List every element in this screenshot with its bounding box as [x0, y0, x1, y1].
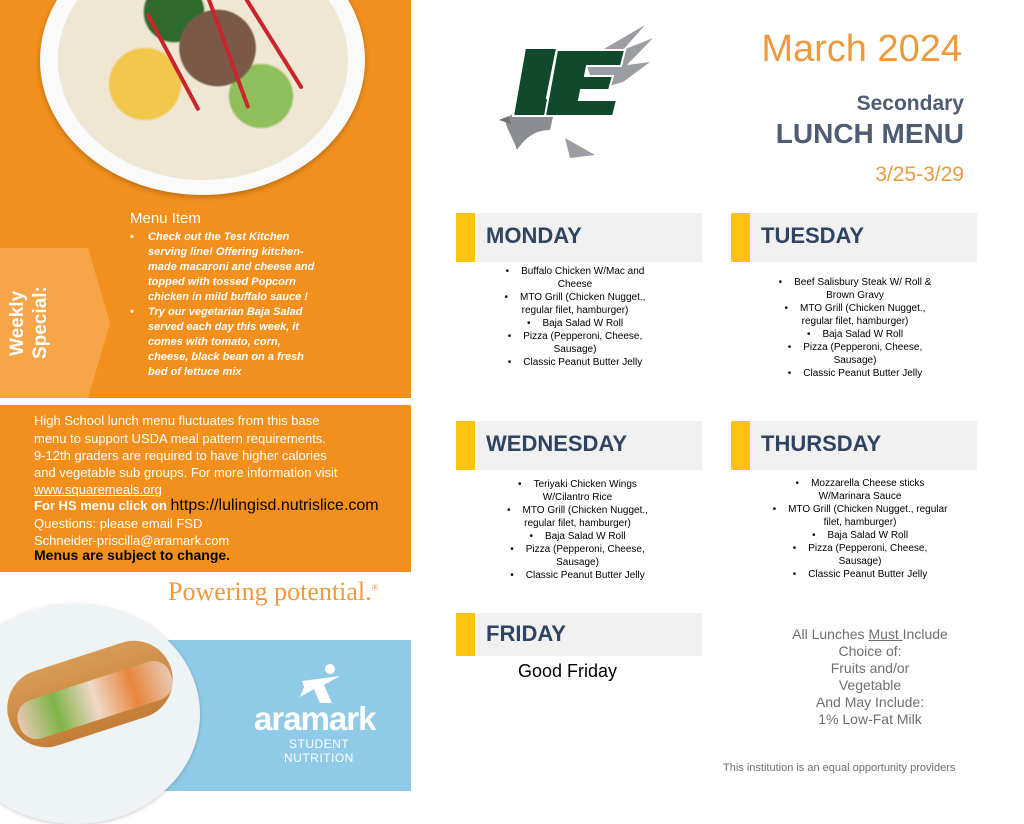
special-item: • Check out the Test Kitchen serving line! Offering kitchen-made macaroni and cheese and topped with tossed Popcorn chicken in mild buffalo sauce ! [128, 230, 323, 305]
list-item: • Baja Salad W Roll [529, 531, 626, 542]
questions-line: Questions: please email FSD [34, 516, 203, 531]
list-item: • Beef Salisbury Steak W/ Roll & Brown Gravy [778, 277, 932, 301]
list-item: • Mozzarella Cheese sticks W/Marinara Sauce [795, 478, 925, 502]
day-accent-bar [731, 421, 750, 470]
secondary-label: Secondary [856, 92, 964, 115]
note-text: Include [902, 626, 948, 642]
tuesday-header [731, 213, 977, 262]
info-line: High School lunch menu fluctuates from this base [34, 413, 320, 428]
friday-note: Good Friday [518, 661, 618, 681]
note-line: And May Include: [815, 694, 925, 710]
menu-item-text: Classic Peanut Butter Jelly [523, 357, 643, 368]
menu-item-text: Buffalo Chicken W/Mac and Cheese [521, 266, 645, 290]
menu-item-text: Baja Salad W Roll [822, 329, 904, 340]
school-eagle-le-logo [495, 20, 655, 165]
day-accent-bar [731, 213, 750, 262]
weekly-label-line1: Weekly [7, 290, 28, 356]
student-label: STUDENT [289, 737, 350, 751]
menu-item-heading: Menu Item [130, 210, 201, 227]
menu-item-text: Pizza (Pepperoni, Cheese, Sausage) [525, 544, 645, 568]
menu-item-text: Pizza (Pepperoni, Cheese, Sausage) [803, 342, 923, 366]
thursday-menu-list [765, 477, 955, 581]
menu-item-text: Beef Salisbury Steak W/ Roll & Brown Gravy [794, 277, 932, 301]
list-item: • Classic Peanut Butter Jelly [787, 368, 923, 379]
list-item: • Pizza (Pepperoni, Cheese, Sausage) [507, 331, 643, 355]
menu-item-text: Classic Peanut Butter Jelly [525, 570, 645, 581]
special-item: • Try our vegetarian Baja Salad served each day this week, it comes with tomato, corn, cheese, black bean on a fresh bed of lettuce mix [128, 305, 323, 380]
thursday-header [731, 421, 977, 470]
note-line: Choice of: [838, 643, 902, 659]
menu-item-text: Classic Peanut Butter Jelly [803, 368, 923, 379]
list-item: • Pizza (Pepperoni, Cheese, Sausage) [510, 544, 645, 568]
lunch-menu-title: LUNCH MENU [775, 118, 964, 149]
info-line: 9-12th graders are required to have higher calories [34, 448, 327, 463]
day-accent-bar [456, 213, 475, 262]
registered-mark: ® [371, 582, 379, 593]
menu-item-text: MTO Grill (Chicken Nugget., regular filet, hamburger) [800, 303, 926, 327]
note-must-text: Must [868, 626, 903, 642]
list-item: • Teriyaki Chicken Wings W/Cilantro Rice [518, 479, 637, 503]
list-item: • Buffalo Chicken W/Mac and Cheese [505, 266, 645, 290]
change-note: Menus are subject to change. [34, 547, 231, 563]
menu-item-text: Pizza (Pepperoni, Cheese, Sausage) [523, 331, 643, 355]
menu-item-text: MTO Grill (Chicken Nugget., regular filet, hamburger) [522, 505, 648, 529]
day-accent-bar [456, 613, 475, 656]
list-item: • MTO Grill (Chicken Nugget., regular filet, hamburger) [772, 504, 948, 528]
hs-menu-row [34, 497, 379, 515]
list-item: • Baja Salad W Roll [806, 329, 904, 340]
info-panel [0, 405, 411, 572]
squaremeals-link[interactable]: www.squaremeals.org [34, 482, 162, 497]
month-title: March 2024 [761, 28, 962, 70]
powering-potential-tagline [168, 577, 378, 607]
list-item: • Baja Salad W Roll [811, 530, 909, 541]
squaremeals-link-row [34, 482, 162, 497]
list-item: • MTO Grill (Chicken Nugget., regular filet, hamburger) [507, 505, 648, 529]
day-name: TUESDAY [761, 223, 865, 248]
nutrislice-link[interactable]: https://lulingisd.nutrislice.com [170, 497, 379, 514]
wednesday-menu-list [490, 478, 665, 582]
monday-menu-list [490, 265, 660, 369]
menu-item-text: Baja Salad W Roll [827, 530, 909, 541]
list-item: • MTO Grill (Chicken Nugget., regular filet, hamburger) [504, 292, 646, 316]
tagline-text: Powering potential. [168, 577, 372, 606]
day-name: FRIDAY [486, 621, 566, 646]
menu-item-text: Baja Salad W Roll [544, 531, 626, 542]
day-name: THURSDAY [761, 431, 882, 456]
email-line[interactable]: Schneider-priscilla@aramark.com [34, 533, 230, 548]
nutrition-label: NUTRITION [284, 751, 354, 765]
day-name: MONDAY [486, 223, 582, 248]
weekly-special-label [6, 262, 96, 384]
list-item: • MTO Grill (Chicken Nugget., regular filet, hamburger) [784, 303, 926, 327]
day-accent-bar [456, 421, 475, 470]
monday-header [456, 213, 702, 262]
lunch-requirements-note [740, 626, 1000, 728]
menu-item-text: Mozzarella Cheese sticks W/Marinara Sauce [811, 478, 925, 502]
menu-item-text: MTO Grill (Chicken Nugget., regular filet, hamburger) [788, 504, 948, 528]
list-item: • Classic Peanut Butter Jelly [792, 569, 928, 580]
menu-item-text: Teriyaki Chicken Wings W/Cilantro Rice [533, 479, 637, 503]
weekly-label-line2: Special: [30, 286, 51, 360]
date-range: 3/25-3/29 [875, 163, 964, 186]
aramark-wordmark: aramark [254, 700, 376, 737]
note-line: Fruits and/or [830, 660, 910, 676]
weekly-special-list [128, 230, 323, 380]
list-item: • Classic Peanut Butter Jelly [507, 357, 643, 368]
info-line: and vegetable sub groups. For more information visit [34, 465, 338, 480]
list-item: • Baja Salad W Roll [526, 318, 624, 329]
equal-opportunity-footer: This institution is an equal opportunity providers [723, 762, 956, 774]
menu-item-text: Pizza (Pepperoni, Cheese, Sausage) [808, 543, 928, 567]
hs-menu-prefix: For HS menu click on [34, 498, 171, 513]
menu-item-text: Baja Salad W Roll [542, 318, 624, 329]
friday-header [456, 613, 702, 656]
menu-item-text: MTO Grill (Chicken Nugget., regular filet, hamburger) [520, 292, 646, 316]
day-name: WEDNESDAY [486, 431, 627, 456]
note-line [740, 626, 1000, 643]
note-text: All Lunches [792, 626, 869, 642]
note-line: 1% Low-Fat Milk [818, 711, 922, 727]
menu-item-text: Classic Peanut Butter Jelly [808, 569, 928, 580]
list-item: • Classic Peanut Butter Jelly [510, 570, 645, 581]
list-item: • Pizza (Pepperoni, Cheese, Sausage) [787, 342, 923, 366]
note-line: Vegetable [838, 677, 902, 693]
info-line: menu to support USDA meal pattern requirements. [34, 431, 326, 446]
tuesday-menu-list [765, 276, 945, 380]
wednesday-header [456, 421, 702, 470]
list-item: • Pizza (Pepperoni, Cheese, Sausage) [792, 543, 928, 567]
